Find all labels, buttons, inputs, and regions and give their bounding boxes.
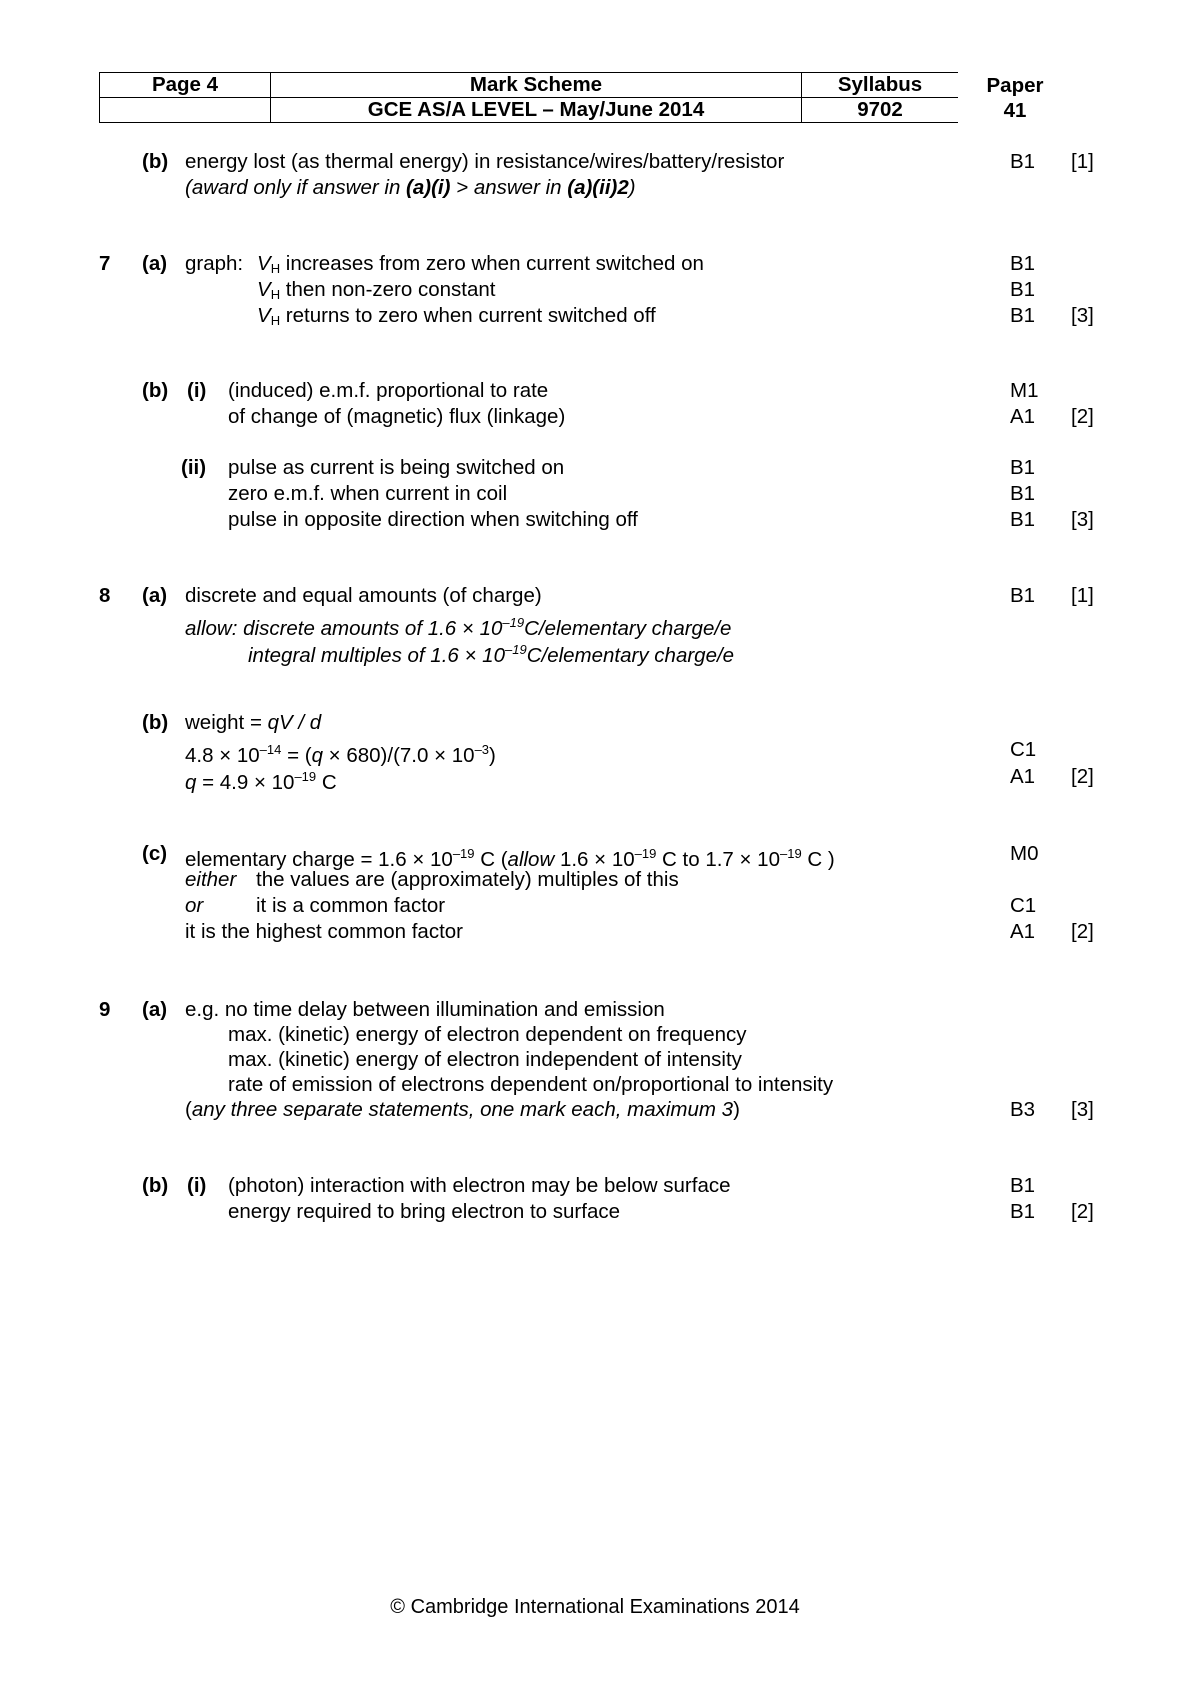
q9bi-label: (i) <box>187 1174 207 1197</box>
q8b-mark-1: C1 <box>1010 738 1037 761</box>
q8a-line1: discrete and equal amounts (of charge) <box>185 584 542 607</box>
q9-number: 9 <box>99 998 111 1021</box>
q8b-line2: $4.8 \times 10^{-14} = (q \times 680)/(7.0 \times 10^{-3})$ <box>185 742 496 767</box>
q7a-mark-1: B1 <box>1010 252 1036 275</box>
q9a-line2: max. (kinetic) energy of electron dependent on frequency <box>228 1023 747 1046</box>
q8c-line4: it is the highest common factor <box>185 920 464 943</box>
header-blank <box>100 98 271 123</box>
header-paper-code: 41 <box>1003 99 1027 122</box>
header-exam: GCE AS/A LEVEL – May/June 2014 <box>271 98 802 123</box>
q7a-line1: $V_H$ increases from zero when current switched on <box>257 252 704 276</box>
q8c-mark-2: C1 <box>1010 894 1037 917</box>
header-syllabus-code: 9702 <box>802 98 959 123</box>
q6b-total: [1] <box>1071 150 1094 173</box>
q9a-line3: max. (kinetic) energy of electron independent of intensity <box>228 1048 742 1071</box>
header-syllabus-label: Syllabus <box>802 73 959 98</box>
q8c-mark-1: M0 <box>1010 842 1039 865</box>
q7a-mark-2: B1 <box>1010 278 1036 301</box>
q9a-part: (a) <box>142 998 168 1021</box>
q7bi-mark-2: A1 <box>1010 405 1036 428</box>
q9a-line1: e.g. no time delay between illumination and emission <box>185 998 665 1021</box>
header-paper-label: Paper <box>986 74 1044 97</box>
q7bii-line1: pulse as current is being switched on <box>228 456 565 479</box>
header-mark-scheme: Mark Scheme <box>271 73 802 98</box>
q7b-part: (b) <box>142 379 169 402</box>
q7-number: 7 <box>99 252 111 275</box>
header-table <box>99 72 958 123</box>
q8a-mark: B1 <box>1010 584 1036 607</box>
q7bi-mark-1: M1 <box>1010 379 1039 402</box>
q8a-allow-2: integral multiples of $1.6 \times 10^{-19}C$/elementary charge/e <box>248 642 735 667</box>
q8b-line1: weight = qV / d <box>185 711 322 734</box>
q8c-or: or <box>185 894 204 917</box>
q8c-or-text: it is a common factor <box>256 894 446 917</box>
q7a-line3: $V_H$ returns to zero when current switched off <box>257 304 656 328</box>
q7bi-line1: (induced) e.m.f. proportional to rate <box>228 379 549 402</box>
q6b-mark: B1 <box>1010 150 1036 173</box>
q9bi-total: [2] <box>1071 1200 1094 1223</box>
q7a-mark-3: B1 <box>1010 304 1036 327</box>
q9bi-line2: energy required to bring electron to surface <box>228 1200 621 1223</box>
q9bi-line1: (photon) interaction with electron may be below surface <box>228 1174 731 1197</box>
q8a-allow-1: allow: discrete amounts of $1.6 \times 10^{-19}C$/elementary charge/e <box>185 615 732 640</box>
q8c-either: either <box>185 868 237 891</box>
q8a-total: [1] <box>1071 584 1094 607</box>
q7a-line2: $V_H$ then non-zero constant <box>257 278 496 302</box>
q8c-line1: elementary charge = $1.6 \times 10^{-19}$ C (allow $1.6 \times 10^{-19}$ C to $1.7 \times 10^{-19}$ C ) <box>185 846 835 871</box>
q7bii-total: [3] <box>1071 508 1094 531</box>
q7bii-mark-1: B1 <box>1010 456 1036 479</box>
q8c-mark-3: A1 <box>1010 920 1036 943</box>
q7bii-line3: pulse in opposite direction when switching off <box>228 508 638 531</box>
q7bii-mark-2: B1 <box>1010 482 1036 505</box>
q8b-total: [2] <box>1071 765 1094 788</box>
q6b-line1: energy lost (as thermal energy) in resistance/wires/battery/resistor <box>185 150 785 173</box>
q9b-part: (b) <box>142 1174 169 1197</box>
q8b-part: (b) <box>142 711 169 734</box>
q7bii-mark-3: B1 <box>1010 508 1036 531</box>
q9a-mark: B3 <box>1010 1098 1036 1121</box>
q9a-total: [3] <box>1071 1098 1094 1121</box>
q8c-part: (c) <box>142 842 168 865</box>
q7a-part: (a) <box>142 252 168 275</box>
q7bi-total: [2] <box>1071 405 1094 428</box>
q6b-part: (b) <box>142 150 169 173</box>
q8-number: 8 <box>99 584 111 607</box>
q6b-line2: (award only if answer in (a)(i) > answer in (a)(ii)2) <box>185 176 636 199</box>
q8b-mark-2: A1 <box>1010 765 1036 788</box>
q8b-line3: $q = 4.9 \times 10^{-19}$ C <box>185 769 337 794</box>
q7bii-label: (ii) <box>181 456 207 479</box>
q7bi-label: (i) <box>187 379 207 402</box>
footer-copyright: © Cambridge International Examinations 2014 <box>390 1596 800 1618</box>
q9bi-mark-2: B1 <box>1010 1200 1036 1223</box>
header-page: Page 4 <box>100 73 271 98</box>
q7a-prefix: graph: <box>185 252 244 275</box>
q7a-total: [3] <box>1071 304 1094 327</box>
q9bi-mark-1: B1 <box>1010 1174 1036 1197</box>
q8c-either-text: the values are (approximately) multiples of this <box>256 868 679 891</box>
q8c-total: [2] <box>1071 920 1094 943</box>
q8a-part: (a) <box>142 584 168 607</box>
q7bii-line2: zero e.m.f. when current in coil <box>228 482 508 505</box>
q7bi-line2: of change of (magnetic) flux (linkage) <box>228 405 566 428</box>
q9a-line4: rate of emission of electrons dependent on/proportional to intensity <box>228 1073 834 1096</box>
q9a-note: (any three separate statements, one mark each, maximum 3) <box>185 1098 740 1121</box>
